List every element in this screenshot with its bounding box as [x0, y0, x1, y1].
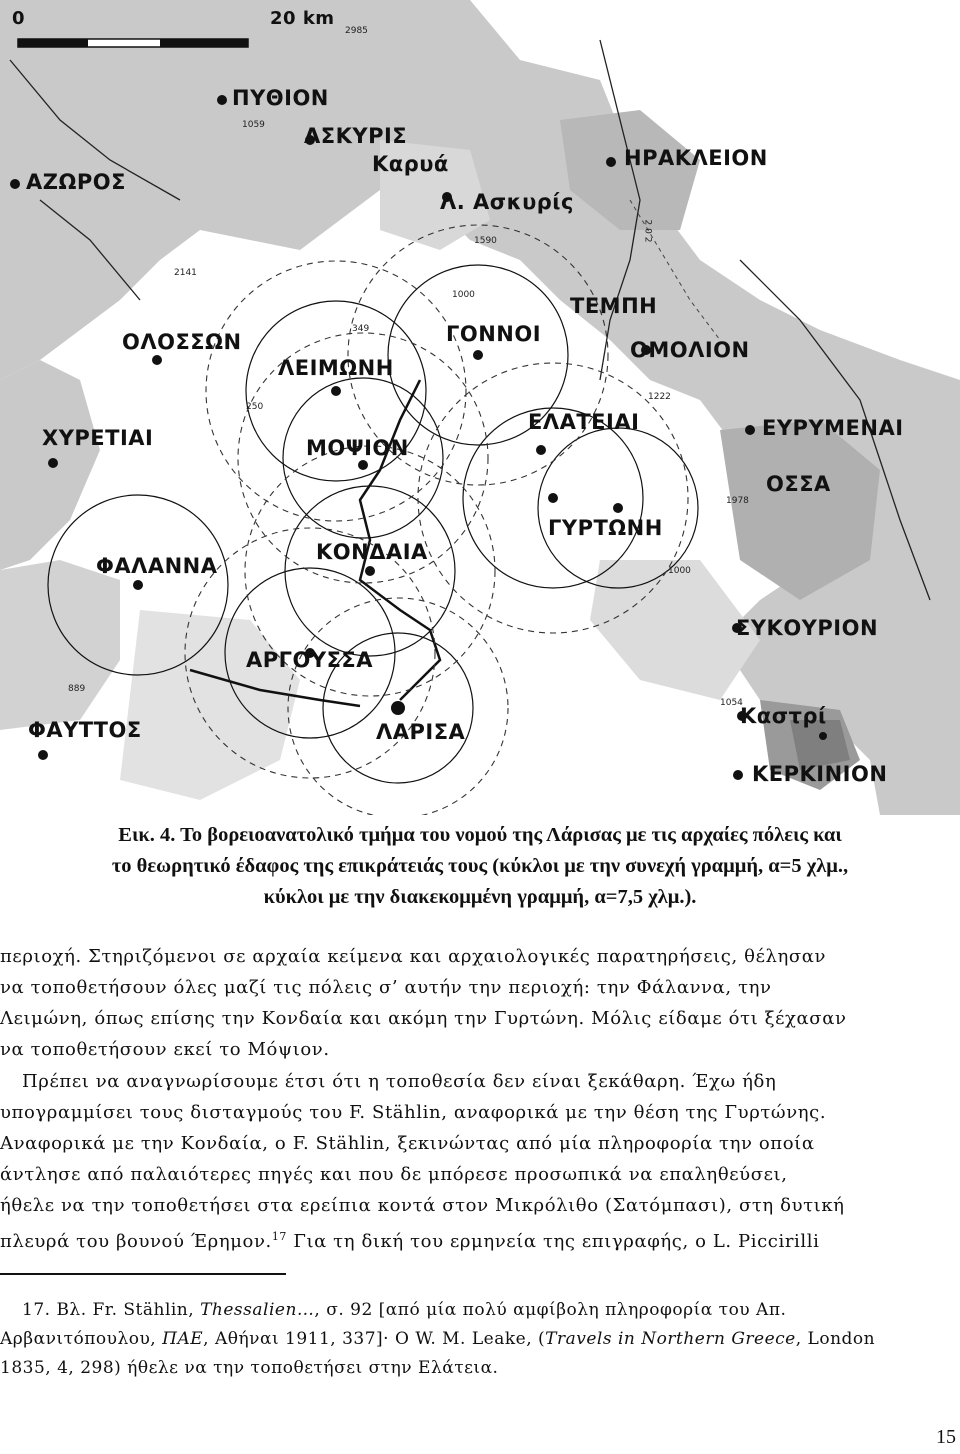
label-mopsion: ΜΟΨΙΟΝ: [306, 436, 409, 460]
footnote-divider: [0, 1273, 286, 1275]
elevation-label: 1000: [452, 290, 475, 300]
label-gyrtoni: ΓΥΡΤΩΝΗ: [548, 516, 663, 540]
label-chyretiai: ΧΥΡΕΤΙΑΙ: [42, 426, 154, 450]
label-phayttos: ΦΑΥΤΤΟΣ: [28, 718, 142, 742]
caption-line: κύκλοι με την διακεκομμένη γραμμή, α=7,5 χλμ.).: [263, 886, 697, 908]
text-segment: 17. Βλ. Fr. Stählin,: [22, 1300, 201, 1320]
footnote-ref-17[interactable]: 17: [271, 1230, 288, 1243]
text-line: Πρέπει να αναγνωρίσουμε έτσι ότι η τοποθεσία δεν είναι ξεκάθαρη. Έχω ήδη: [22, 1071, 777, 1092]
elevation-label: 250: [246, 402, 264, 412]
italic-title: Thessalien…: [200, 1300, 315, 1320]
scale-bar: [18, 39, 248, 47]
elevation-label: 349: [352, 324, 370, 334]
caption-line: Εικ. 4. Το βορειοανατολικό τμήμα του νομού της Λάρισας με τις αρχαίες πόλεις και: [118, 824, 842, 846]
text-line: Αναφορικά με την Κονδαία, ο F. Stählin, ξεκινώντας από μία πληροφορία την οποία: [0, 1133, 815, 1154]
label-argoussa: ΑΡΓΟΥΣΣΑ: [246, 648, 374, 672]
body-paragraph-1: [0, 941, 958, 1065]
label-ossa: ΟΣΣΑ: [766, 472, 831, 496]
italic-title: Travels in Northern Greece: [545, 1329, 796, 1349]
text-line: περιοχή. Στηριζόμενοι σε αρχαία κείμενα και αρχαιολογικές παρατηρήσεις, θέλησαν: [0, 946, 827, 967]
italic-title: ΠΑΕ: [162, 1329, 204, 1349]
label-kondaia: ΚΟΝΔΑΙΑ: [316, 540, 428, 564]
text-segment: Για τη δική του ερμηνεία της επιγραφής, ο L. Piccirilli: [287, 1231, 820, 1252]
label-tempi: ΤΕΜΠΗ: [570, 294, 658, 318]
page-number: 15: [936, 1426, 956, 1448]
footnote-17: [0, 1296, 958, 1383]
footnote-line: [0, 1325, 958, 1354]
caption-line: το θεωρητικό έδαφος της επικράτειάς τους (κύκλοι με την συνεχή γραμμή, α=5 χλμ.,: [111, 855, 849, 877]
label-gonnoi: ΓΟΝΝΟΙ: [446, 322, 542, 346]
elevation-label: 1222: [648, 392, 671, 402]
elevation-label: 1059: [242, 120, 265, 130]
text-line: άντλησε από παλαιότερες πηγές και που δε μπόρεσε προσωπικά να επαληθεύσει,: [0, 1164, 788, 1185]
label-karya: Καρυά: [372, 152, 449, 176]
elevation-label: 1054: [720, 698, 743, 708]
text-segment: Αρβανιτόπουλου,: [0, 1329, 163, 1349]
text-segment: , Αθήναι 1911, 337]· O W. M. Leake, (: [203, 1329, 546, 1349]
elevation-label: 2141: [174, 268, 197, 278]
label-sykourion: ΣΥΚΟΥΡΙΟΝ: [736, 616, 879, 640]
elevation-label: 889: [68, 684, 86, 694]
text-line: Λειμώνη, όπως επίσης την Κονδαία και ακόμη την Γυρτώνη. Μόλις είδαμε ότι ξέχασαν: [0, 1008, 847, 1029]
label-elateiai: ΕΛΑΤΕΙΑΙ: [528, 410, 640, 434]
label-herakleion: ΗΡΑΚΛΕΙΟΝ: [624, 146, 768, 170]
text-segment: πλευρά του βουνού Έρημον.: [0, 1231, 272, 1252]
label-larisa: ΛΑΡΙΣΑ: [376, 720, 466, 744]
elevation-label: 1590: [474, 236, 497, 246]
text-line: να τοποθετήσουν όλες μαζί τις πόλεις σ’ αυτήν την περιοχή: την Φάλαννα, την: [0, 977, 772, 998]
scale-label: 20 km: [270, 8, 335, 29]
footnote-line: [0, 1296, 958, 1325]
elevation-label: 2985: [345, 26, 368, 36]
elevation-label: 1978: [726, 496, 749, 506]
text-segment: , London: [795, 1329, 876, 1349]
text-line: υπογραμμίσει τους δισταγμούς του F. Stählin, αναφορικά με την θέση της Γυρτώνης.: [0, 1102, 827, 1123]
label-kastri: Καστρί: [740, 704, 827, 728]
scale-zero: 0: [12, 8, 26, 29]
text-line: να τοποθετήσουν εκεί το Μόψιον.: [0, 1039, 330, 1060]
label-leimoni: ΛΕΙΜΩΝΗ: [278, 356, 394, 380]
label-kerkinion: ΚΕΡΚΙΝΙΟΝ: [752, 762, 888, 786]
label-pythion: ΠΥΘΙΟΝ: [232, 86, 329, 110]
text-line: ήθελε να την τοποθετήσει στα ερείπια κοντά στον Μικρόλιθο (Σατόμπασι), στη δυτική: [0, 1195, 845, 1216]
elevation-label: 2 0 2: [642, 219, 653, 243]
label-omolion: ΟΜΟΛΙΟΝ: [630, 338, 750, 362]
elevation-label: 1000: [668, 566, 691, 576]
label-olosson: ΟΛΟΣΣΩΝ: [122, 330, 242, 354]
label-eurymenai: ΕΥΡΥΜΕΝΑΙ: [762, 416, 904, 440]
text-segment: , σ. 92 [από μία πολύ αμφίβολη πληροφορία του Απ.: [314, 1300, 787, 1320]
figure-caption: [30, 820, 930, 913]
footnote-line: 1835, 4, 298) ήθελε να την τοποθετήσει στην Ελάτεια.: [0, 1358, 499, 1378]
text-line: [0, 1221, 958, 1257]
label-azoros: ΑΖΩΡΟΣ: [26, 170, 126, 194]
body-paragraph-2: [0, 1066, 958, 1257]
label-phalanna: ΦΑΛΑΝΝΑ: [96, 554, 218, 578]
label-askyris: ΑΣΚΥΡΙΣ: [304, 124, 408, 148]
label-lake-askyris: Λ. Ασκυρίς: [440, 190, 574, 214]
